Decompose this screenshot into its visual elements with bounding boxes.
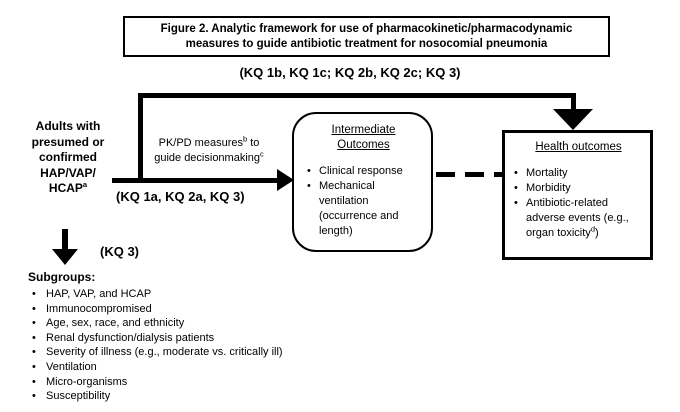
health-outcomes-title: Health outcomes (535, 141, 622, 153)
list-item: • Renal dysfunction/dialysis patients (30, 331, 283, 346)
list-item: • Mortality (514, 166, 646, 181)
left-branch-line (138, 93, 143, 183)
dashed-connector-line (436, 172, 502, 177)
main-arrow-line (112, 178, 278, 183)
list-item: • HAP, VAP, and HCAP (30, 287, 283, 302)
kq-label-middle: (KQ 1a, KQ 2a, KQ 3) (116, 189, 245, 204)
list-item: • Micro-organisms (30, 375, 283, 390)
figure-title-box (123, 16, 610, 57)
list-item: • Morbidity (514, 181, 646, 196)
population-line: HAP/VAP/ (40, 165, 96, 180)
list-item: • Ventilation (30, 360, 283, 375)
intermediate-outcomes-title: Intermediate Outcomes (331, 124, 396, 151)
figure-title-line1: Figure 2. Analytic framework for use of pharmacokinetic/pharmacodynamic (160, 22, 573, 35)
health-outcomes-box (502, 130, 653, 260)
list-item: • Severity of illness (e.g., moderate vs. critically ill) (30, 345, 283, 360)
down-arrowhead-icon (553, 109, 593, 130)
population-line: presumed or (31, 134, 105, 149)
subgroups-list (30, 287, 283, 404)
list-item: • Age, sex, race, and ethnicity (30, 316, 283, 331)
subgroups-arrowhead-icon (52, 249, 78, 265)
intermediate-outcomes-list (304, 164, 423, 239)
footnote-marker-a: a (82, 180, 88, 189)
list-item: • Mechanical ventilation (occurrence and length) (307, 179, 423, 239)
population-line: Adults with (35, 119, 101, 133)
intermediate-outcomes-box (292, 112, 433, 252)
kq-label-subgroups: (KQ 3) (100, 244, 139, 259)
list-item: • Immunocompromised (30, 302, 283, 317)
list-item: • Clinical response (307, 164, 423, 179)
pkpd-measures-label (146, 136, 272, 166)
top-connector-line (138, 93, 576, 98)
pkpd-line1: PK/PD measures$^b$ to (158, 134, 260, 149)
list-item: • Antibiotic-related adverse events (e.g., organ toxicity$^d$) (514, 196, 646, 241)
list-item: • Susceptibility (30, 389, 283, 404)
population-line: confirmed (38, 150, 97, 164)
population-label (18, 119, 118, 197)
subgroups-arrow-line (62, 229, 68, 250)
figure-title-line2: measures to guide antibiotic treatment for nosocomial pneumonia (185, 37, 548, 50)
footnote-marker-b: b (242, 134, 248, 144)
footnote-marker-d: d (590, 224, 595, 234)
footnote-marker-c: c (260, 149, 264, 159)
health-outcomes-list (511, 166, 646, 241)
subgroups-heading: Subgroups: (28, 270, 96, 284)
kq-label-top: (KQ 1b, KQ 1c; KQ 2b, KQ 2c; KQ 3) (239, 65, 461, 80)
population-line: HCAP$^a$ (48, 180, 88, 195)
pkpd-line2: guide decisionmaking$^c$ (154, 149, 264, 164)
